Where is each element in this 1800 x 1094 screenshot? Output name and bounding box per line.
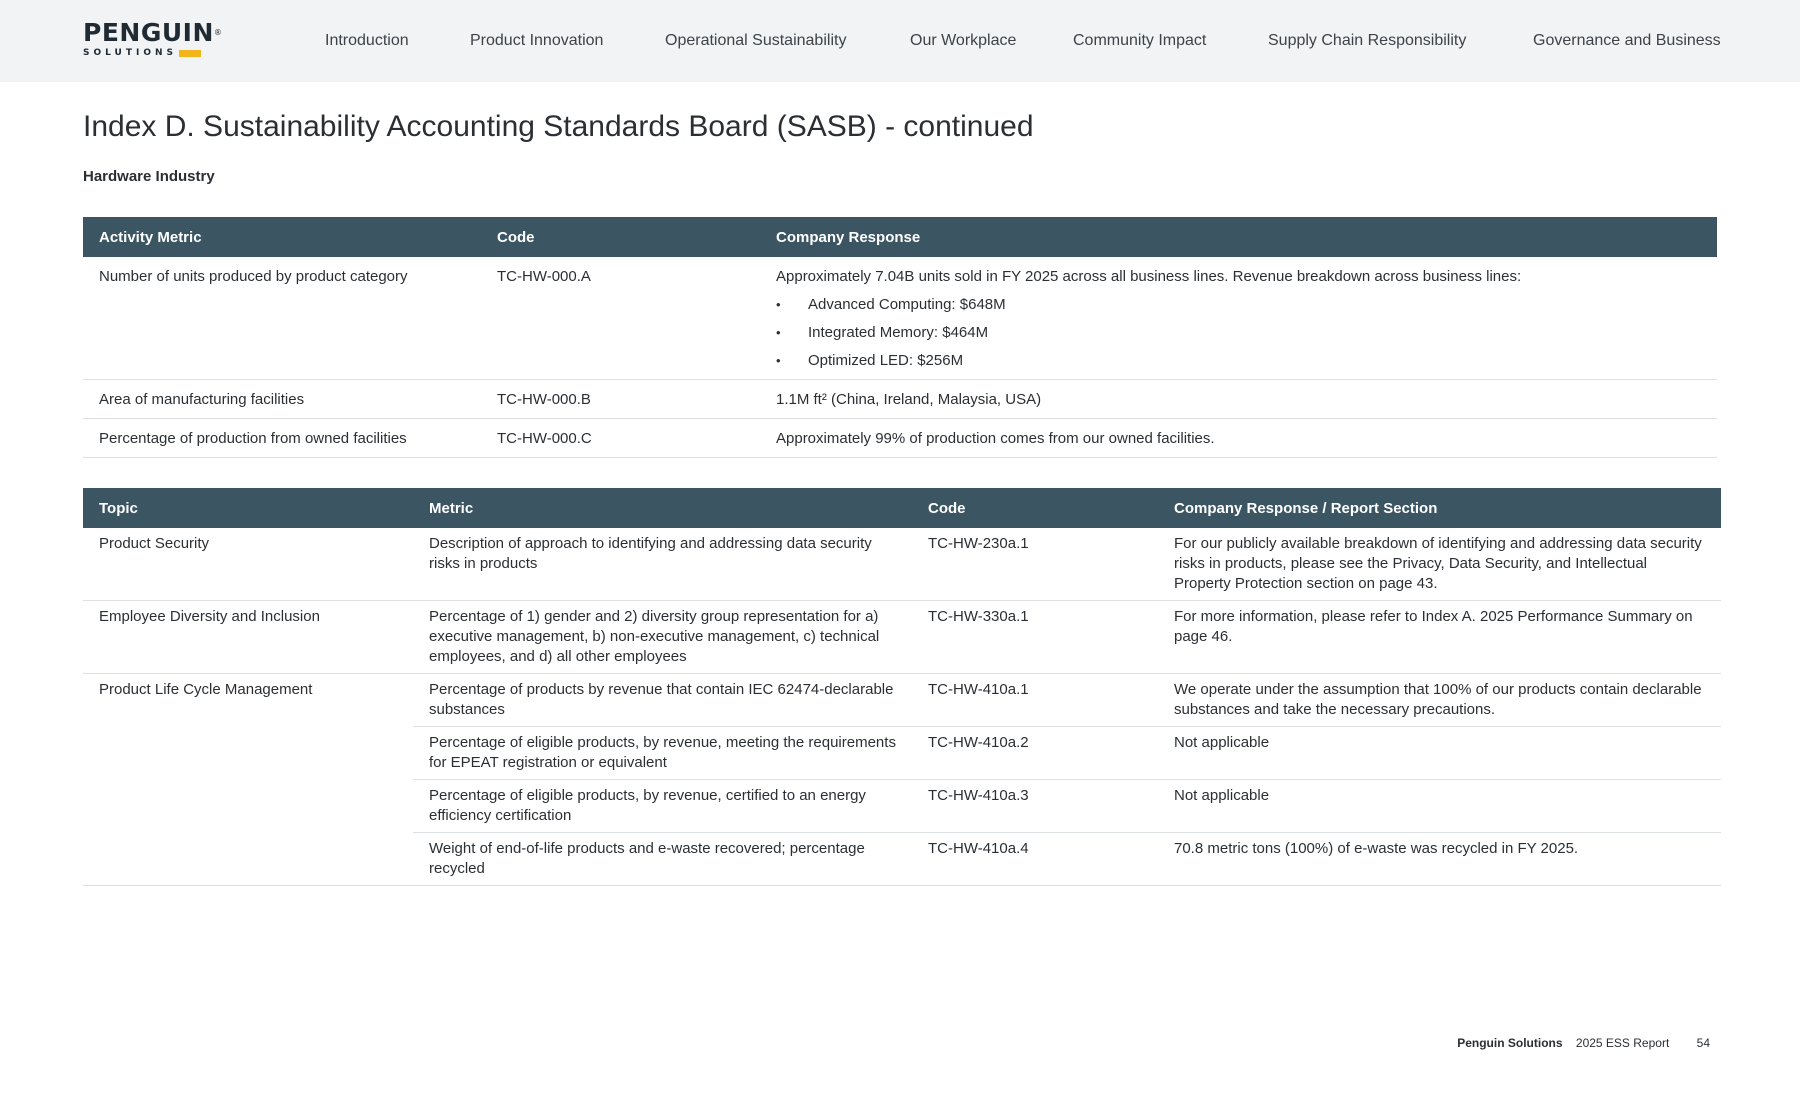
column-header: Metric xyxy=(413,488,912,528)
response-cell: 70.8 metric tons (100%) of e-waste was recycled in FY 2025. xyxy=(1158,833,1721,886)
list-item: • Integrated Memory: $464M xyxy=(776,323,1701,343)
column-header: Code xyxy=(912,488,1158,528)
code-cell: TC-HW-230a.1 xyxy=(912,528,1158,601)
column-header: Company Response xyxy=(760,217,1717,257)
activity-metric-cell: Percentage of production from owned facilities xyxy=(83,419,481,458)
page-subtitle: Hardware Industry xyxy=(83,168,215,185)
logo-wordmark: PENGUIN® xyxy=(83,18,223,47)
topic-cell: Product Life Cycle Management xyxy=(99,681,313,698)
code-cell: TC-HW-000.B xyxy=(481,380,760,419)
table-header-row xyxy=(83,488,1721,528)
code-cell: TC-HW-410a.1 xyxy=(912,674,1158,727)
list-item: • Advanced Computing: $648M xyxy=(776,295,1701,315)
table-row xyxy=(83,674,1721,727)
response-text: Approximately 7.04B units sold in FY 2025 across all business lines. Revenue breakdown across business lines: xyxy=(776,268,1522,285)
code-cell: TC-HW-000.A xyxy=(481,257,760,380)
logo-subtext: SOLUTIONS xyxy=(83,48,223,58)
table-row xyxy=(83,380,1717,419)
column-header: Company Response / Report Section xyxy=(1158,488,1721,528)
column-header: Code xyxy=(481,217,760,257)
nav-operational-sustainability[interactable]: Operational Sustainability xyxy=(665,32,847,49)
top-navigation-bar xyxy=(0,0,1800,82)
metric-cell: Weight of end-of-life products and e-waste recovered; percentage recycled xyxy=(413,833,912,886)
list-item: • Optimized LED: $256M xyxy=(776,351,1701,371)
footer-brand: Penguin Solutions xyxy=(1457,1036,1563,1050)
main-nav xyxy=(0,32,1800,54)
table-row xyxy=(83,727,1721,780)
table-row xyxy=(83,601,1721,674)
page-footer xyxy=(1457,1036,1710,1050)
nav-our-workplace[interactable]: Our Workplace xyxy=(910,32,1017,49)
topic-cell xyxy=(83,780,413,833)
response-cell: We operate under the assumption that 100% of our products contain declarable substances and take the necessary precautions. xyxy=(1158,674,1721,727)
nav-governance-and-business[interactable]: Governance and Business xyxy=(1533,32,1721,49)
table-row xyxy=(83,257,1717,380)
code-cell: TC-HW-330a.1 xyxy=(912,601,1158,674)
response-cell: For more information, please refer to Index A. 2025 Performance Summary on page 46. xyxy=(1158,601,1721,674)
topic-metrics-table xyxy=(83,488,1721,886)
activity-metric-cell: Area of manufacturing facilities xyxy=(83,380,481,419)
activity-metric-cell: Number of units produced by product category xyxy=(83,257,481,380)
code-cell: TC-HW-410a.4 xyxy=(912,833,1158,886)
code-cell: TC-HW-000.C xyxy=(481,419,760,458)
response-cell: For our publicly available breakdown of identifying and addressing data security risks in products, please see the Privacy, Data Security, and Intellectual Property Protection section on page 43. xyxy=(1158,528,1721,601)
revenue-breakdown-list xyxy=(776,295,1701,371)
response-cell: Not applicable xyxy=(1158,727,1721,780)
table-header-row xyxy=(83,217,1717,257)
code-cell: TC-HW-410a.3 xyxy=(912,780,1158,833)
topic-cell: Product Security xyxy=(83,528,413,601)
column-header: Topic xyxy=(83,488,413,528)
nav-product-innovation[interactable]: Product Innovation xyxy=(470,32,604,49)
nav-introduction[interactable]: Introduction xyxy=(325,32,409,49)
response-cell: Not applicable xyxy=(1158,780,1721,833)
topic-cell xyxy=(83,727,413,780)
metric-cell: Percentage of eligible products, by revenue, meeting the requirements for EPEAT registration or equivalent xyxy=(413,727,912,780)
page-number: 54 xyxy=(1696,1036,1710,1050)
metric-cell: Percentage of eligible products, by revenue, certified to an energy efficiency certification xyxy=(413,780,912,833)
page-title: Index D. Sustainability Accounting Standards Board (SASB) - continued xyxy=(83,110,1034,143)
footer-report-name: 2025 ESS Report xyxy=(1575,1036,1670,1050)
table-row xyxy=(83,528,1721,601)
code-cell: TC-HW-410a.2 xyxy=(912,727,1158,780)
topic-cell: Employee Diversity and Inclusion xyxy=(83,601,413,674)
nav-community-impact[interactable]: Community Impact xyxy=(1073,32,1207,49)
metric-cell: Percentage of 1) gender and 2) diversity group representation for a) executive management, b) non-executive management, c) technical employees, and d) all other employees xyxy=(413,601,912,674)
column-header: Activity Metric xyxy=(83,217,481,257)
table-row xyxy=(83,833,1721,886)
metric-cell: Percentage of products by revenue that contain IEC 62474-declarable substances xyxy=(413,674,912,727)
nav-supply-chain-responsibility[interactable]: Supply Chain Responsibility xyxy=(1268,32,1467,49)
response-cell: Approximately 99% of production comes from our owned facilities. xyxy=(760,419,1717,458)
activity-metrics-table xyxy=(83,217,1717,458)
table-row xyxy=(83,419,1717,458)
response-cell xyxy=(760,257,1717,380)
response-cell: 1.1M ft² (China, Ireland, Malaysia, USA) xyxy=(760,380,1717,419)
topic-cell xyxy=(83,833,413,886)
metric-cell: Description of approach to identifying and addressing data security risks in products xyxy=(413,528,912,601)
table-row xyxy=(83,780,1721,833)
